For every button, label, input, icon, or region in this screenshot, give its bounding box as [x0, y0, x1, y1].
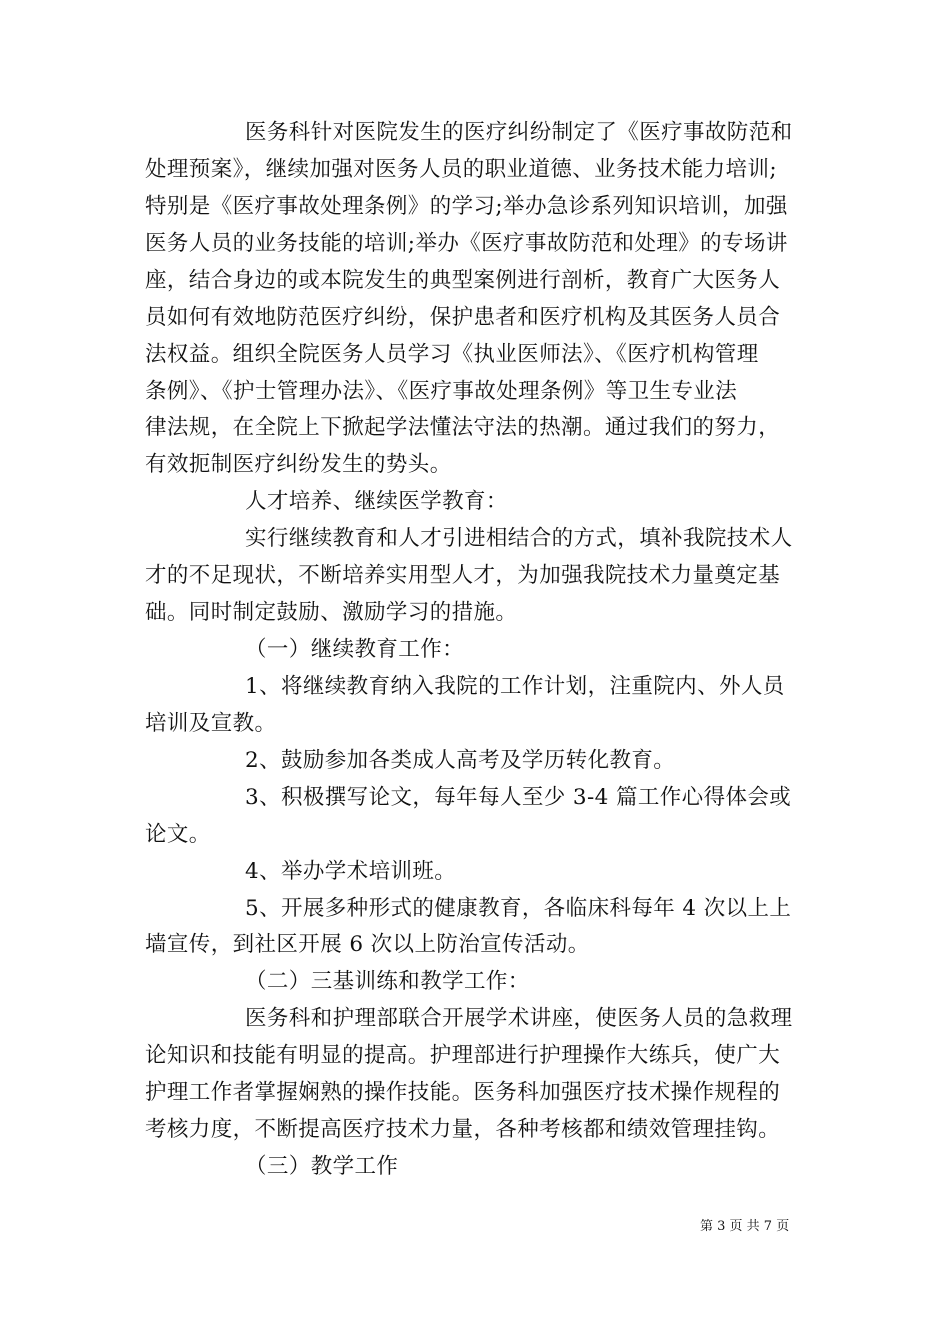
text-line: 特别是《医疗事故处理条例》的学习;举办急诊系列知识培训，加强	[145, 194, 788, 219]
text-line: 础。同时制定鼓励、激励学习的措施。	[145, 600, 518, 625]
page-number: 第 3 页 共 7 页	[700, 1219, 790, 1234]
text-line: 论文。	[145, 822, 211, 847]
list-item: 1、将继续教育纳入我院的工作计划，注重院内、外人员	[245, 674, 785, 699]
subsection-heading: （一）继续教育工作：	[245, 637, 465, 662]
text-line: 律法规，在全院上下掀起学法懂法守法的热潮。通过我们的努力，	[145, 415, 781, 440]
text-line: 座，结合身边的或本院发生的典型案例进行剖析，教育广大医务人	[145, 268, 781, 293]
list-item: 2、鼓励参加各类成人高考及学历转化教育。	[245, 748, 676, 773]
list-item: 5、开展多种形式的健康教育，各临床科每年 4 次以上上	[245, 896, 792, 921]
text-line: 有效扼制医疗纠纷发生的势头。	[145, 452, 452, 477]
text-line: 医务科和护理部联合开展学术讲座，使医务人员的急救理	[245, 1006, 793, 1031]
text-line: 法权益。组织全院医务人员学习《执业医师法》、《医疗机构管理	[145, 342, 759, 367]
list-item: 4、举办学术培训班。	[245, 859, 457, 884]
text-line: 医务人员的业务技能的培训;举办《医疗事故防范和处理》的专场讲	[145, 231, 788, 256]
text-line: 处理预案》，继续加强对医务人员的职业道德、业务技术能力培训;	[145, 157, 777, 182]
subsection-heading: （二）三基训练和教学工作：	[245, 969, 530, 994]
text-line: 论知识和技能有明显的提高。护理部进行护理操作大练兵，使广大	[145, 1043, 781, 1068]
text-line: 条例》、《护士管理办法》、《医疗事故处理条例》等卫生专业法	[145, 379, 738, 404]
list-item: 3、积极撰写论文，每年每人至少 3-4 篇工作心得体会或	[245, 785, 792, 810]
text-line: 护理工作者掌握娴熟的操作技能。医务科加强医疗技术操作规程的	[145, 1080, 781, 1105]
text-line: 员如何有效地防范医疗纠纷，保护患者和医疗机构及其医务人员合	[145, 305, 781, 330]
text-line: 实行继续教育和人才引进相结合的方式，填补我院技术人	[245, 526, 793, 551]
text-line: 才的不足现状，不断培养实用型人才，为加强我院技术力量奠定基	[145, 563, 781, 588]
text-line: 墙宣传，到社区开展 6 次以上防治宣传活动。	[145, 932, 590, 957]
text-line: 培训及宣教。	[145, 711, 277, 736]
subsection-heading: （三）教学工作	[245, 1154, 399, 1179]
text-line: 考核力度，不断提高医疗技术力量，各种考核都和绩效管理挂钩。	[145, 1117, 781, 1142]
section-heading: 人才培养、继续医学教育：	[245, 489, 508, 514]
text-line: 医务科针对医院发生的医疗纠纷制定了《医疗事故防范和	[245, 120, 793, 145]
